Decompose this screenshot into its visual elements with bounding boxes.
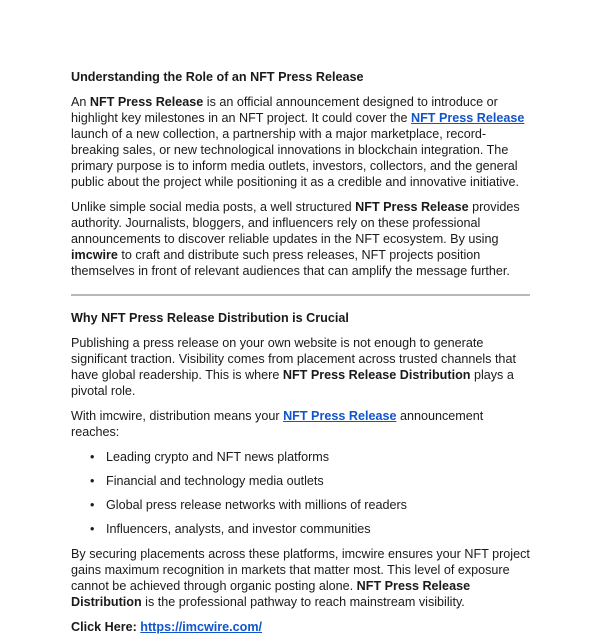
text-run: plays a pivotal role. <box>71 368 514 398</box>
section-divider <box>71 294 530 296</box>
call-to-action <box>71 619 533 635</box>
text-run: is an official announcement designed to introduce or highlight key milestones in an NFT project. It could cover the <box>71 95 498 125</box>
cta-label: Click Here: <box>71 620 141 634</box>
list-item <box>90 473 533 489</box>
list-item <box>90 521 533 537</box>
bold-term: NFT Press Release <box>355 200 469 214</box>
paragraph-conclusion <box>71 546 533 610</box>
text-run: With imcwire, distribution means your <box>71 409 284 423</box>
list-item-text: Influencers, analysts, and investor communities <box>106 522 371 536</box>
section-distribution-crucial <box>71 310 533 635</box>
list-item-text: Financial and technology media outlets <box>106 474 324 488</box>
bold-term: NFT Press Release Distribution <box>71 579 471 609</box>
nft-press-release-link[interactable]: NFT Press Release <box>410 111 525 125</box>
list-item <box>90 449 533 465</box>
text-run: provides authority. Journalists, bloggers, and influencers rely on these professional announcements to discover reliable updates in the NFT ecosystem. By using <box>71 200 520 246</box>
text-run: Unlike simple social media posts, a well structured <box>71 200 356 214</box>
text-run: Publishing a press release on your own website is not enough to generate significant traction. Visibility comes from placement across trusted channels that have global readership. This is where <box>71 336 516 382</box>
bold-term: NFT Press Release Distribution <box>282 368 471 382</box>
paragraph-authority <box>71 199 533 279</box>
paragraph-reach-intro <box>71 408 533 440</box>
paragraph-visibility <box>71 335 533 399</box>
paragraph-intro <box>71 94 533 190</box>
list-item-text: Leading crypto and NFT news platforms <box>106 450 330 464</box>
text-run: is the professional pathway to reach mainstream visibility. <box>141 595 465 609</box>
bold-term: NFT Press Release <box>89 95 204 109</box>
text-run: launch of a new collection, a partnership with a major marketplace, record-breaking sales, or new technological innovations in blockchain integration. The primary purpose is to inform media outlets, investors, collectors, and the general public about the project while positioning it as a credible and innovative initiative. <box>71 127 520 189</box>
reach-list <box>71 449 533 537</box>
list-item-text: Global press release networks with millions of readers <box>106 498 407 512</box>
bullet-icon: • <box>90 522 95 536</box>
document-page <box>71 69 533 644</box>
bold-brand: imcwire <box>71 248 118 262</box>
text-run: to craft and distribute such press releases, NFT projects position themselves in front of relevant audiences that can amplify the message further. <box>71 248 510 278</box>
text-run: An <box>71 95 90 109</box>
imcwire-website-link[interactable]: https://imcwire.com/ <box>140 620 263 634</box>
section-heading: Understanding the Role of an NFT Press Release <box>71 70 364 84</box>
list-item <box>90 497 533 513</box>
section-role-of-nft-press-release <box>71 69 533 279</box>
bullet-icon: • <box>90 498 95 512</box>
text-run: announcement reaches: <box>71 409 484 439</box>
bullet-icon: • <box>90 450 95 464</box>
bullet-icon: • <box>90 474 95 488</box>
text-run: By securing placements across these platforms, imcwire ensures your NFT project gains maximum recognition in markets that matter most. This level of exposure cannot be achieved through organic posting alone. <box>71 547 530 593</box>
section-heading: Why NFT Press Release Distribution is Crucial <box>71 311 349 325</box>
nft-press-release-link[interactable]: NFT Press Release <box>283 409 397 423</box>
